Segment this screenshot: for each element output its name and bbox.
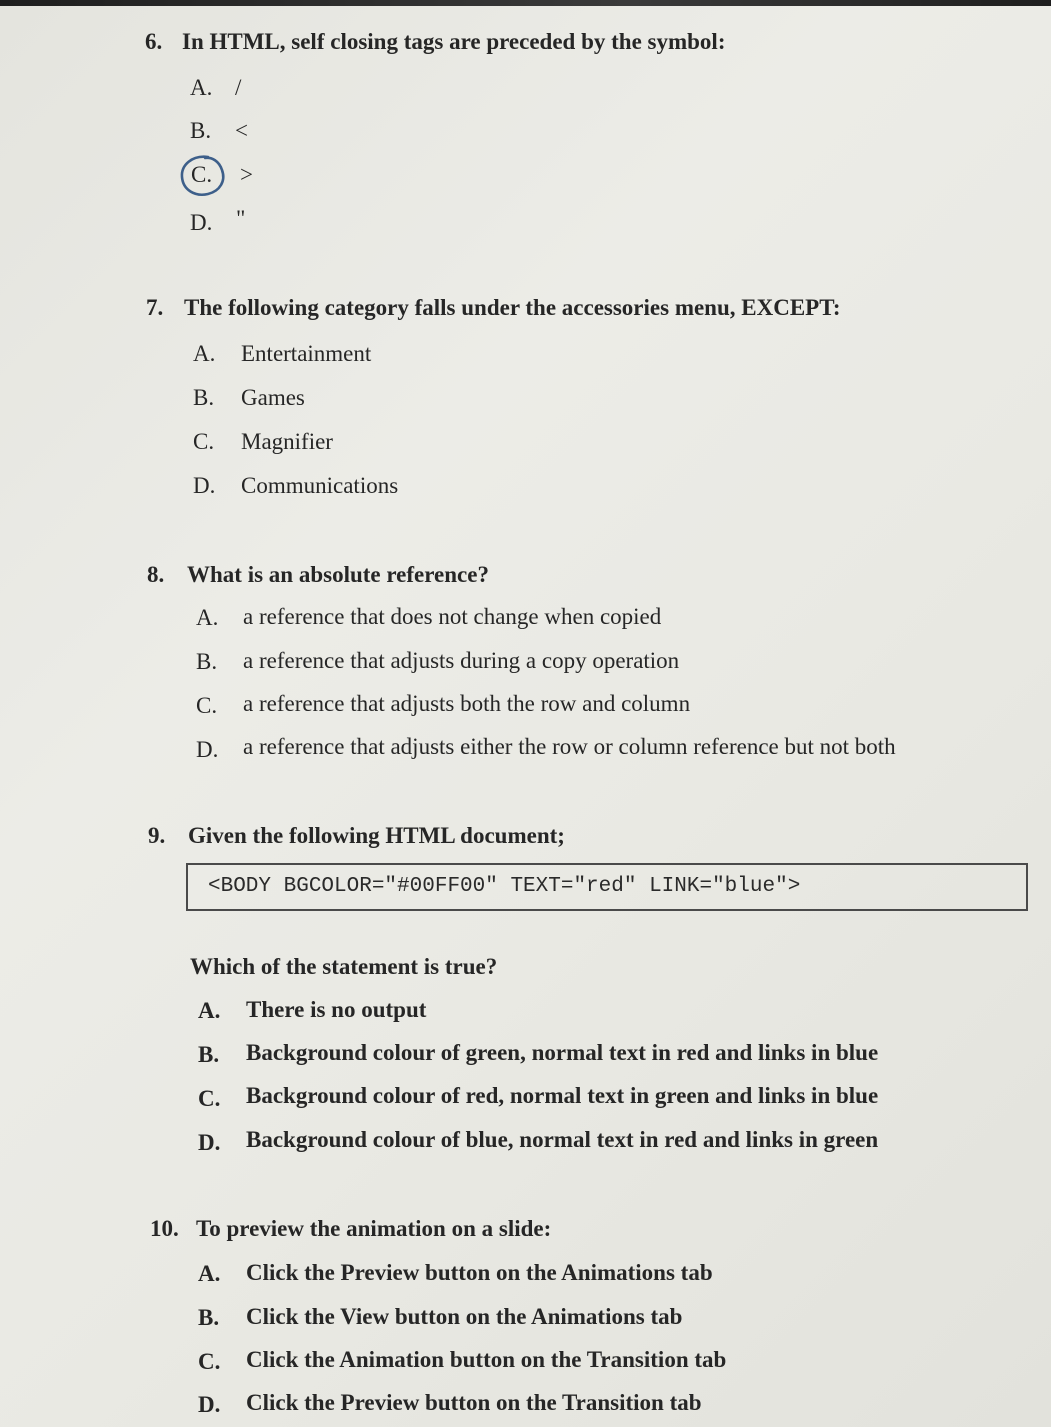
- option-text: Background colour of green, normal text in red and links in blue: [246, 1040, 879, 1065]
- answer-circle-mark: [178, 153, 230, 199]
- option-letter: D.: [190, 210, 213, 235]
- option-letter: B.: [196, 649, 218, 674]
- option-text: Background colour of red, normal text in green and links in blue: [246, 1083, 879, 1108]
- question-number: 6.: [145, 29, 163, 54]
- option-text: >: [240, 162, 253, 187]
- option-letter: A.: [190, 75, 213, 100]
- option-letter: B.: [198, 1042, 220, 1067]
- option-letter: C.: [196, 693, 218, 718]
- option-letter: C.: [193, 429, 215, 454]
- option-letter: D.: [193, 473, 216, 498]
- option-letter: B.: [190, 118, 212, 143]
- option-letter: A.: [193, 341, 216, 366]
- option-text: Click the Preview button on the Animations tab: [246, 1260, 713, 1285]
- photo-edge-strip: [0, 0, 1051, 6]
- option-letter: B.: [193, 385, 215, 410]
- option-text: a reference that adjusts during a copy operation: [243, 648, 680, 673]
- option-letter: D.: [196, 737, 219, 762]
- question-text-prefix: The following category falls under the accessories menu,: [184, 295, 736, 320]
- option-text: Click the Preview button on the Transition tab: [246, 1390, 702, 1415]
- question-text: In HTML, self closing tags are preceded by the symbol:: [182, 29, 726, 54]
- option-text: There is no output: [246, 997, 427, 1022]
- option-letter: C.: [191, 162, 213, 187]
- code-snippet: <BODY BGCOLOR="#00FF00" TEXT="red" LINK="blue">: [208, 875, 801, 898]
- option-text: /: [235, 75, 242, 100]
- question-number: 7.: [146, 295, 164, 320]
- option-letter: A.: [198, 1261, 221, 1286]
- option-letter: C.: [198, 1086, 221, 1111]
- option-letter: A.: [198, 998, 221, 1023]
- option-text: Click the View button on the Animations tab: [246, 1304, 683, 1329]
- question-number: 9.: [148, 823, 166, 848]
- option-text: Background colour of blue, normal text in red and links in green: [246, 1127, 879, 1152]
- option-text: a reference that adjusts both the row and column: [243, 691, 691, 716]
- option-text: Games: [241, 385, 305, 410]
- question-text: [184, 294, 841, 322]
- question-subtext: Which of the statement is true?: [190, 954, 498, 979]
- option-letter: D.: [198, 1130, 221, 1155]
- option-text: Click the Animation button on the Transition tab: [246, 1347, 727, 1372]
- question-text: What is an absolute reference?: [187, 562, 489, 587]
- question-text: Given the following HTML document;: [188, 823, 565, 848]
- option-text: Magnifier: [241, 429, 333, 454]
- option-letter: B.: [198, 1305, 220, 1330]
- question-number: 10.: [150, 1216, 179, 1241]
- option-text: ": [236, 206, 246, 231]
- option-text: a reference that does not change when copied: [243, 604, 662, 629]
- option-letter: D.: [198, 1392, 221, 1417]
- question-text-emphasis: EXCEPT:: [741, 295, 841, 320]
- option-text: Entertainment: [241, 341, 372, 366]
- code-snippet-box: [186, 863, 1028, 911]
- option-letter: A.: [196, 605, 219, 630]
- option-text: Communications: [241, 473, 399, 498]
- option-text: a reference that adjusts either the row or column reference but not both: [243, 734, 896, 759]
- option-letter: C.: [198, 1349, 221, 1374]
- question-number: 8.: [147, 562, 165, 587]
- option-text: <: [235, 118, 248, 143]
- question-text: To preview the animation on a slide:: [196, 1216, 552, 1241]
